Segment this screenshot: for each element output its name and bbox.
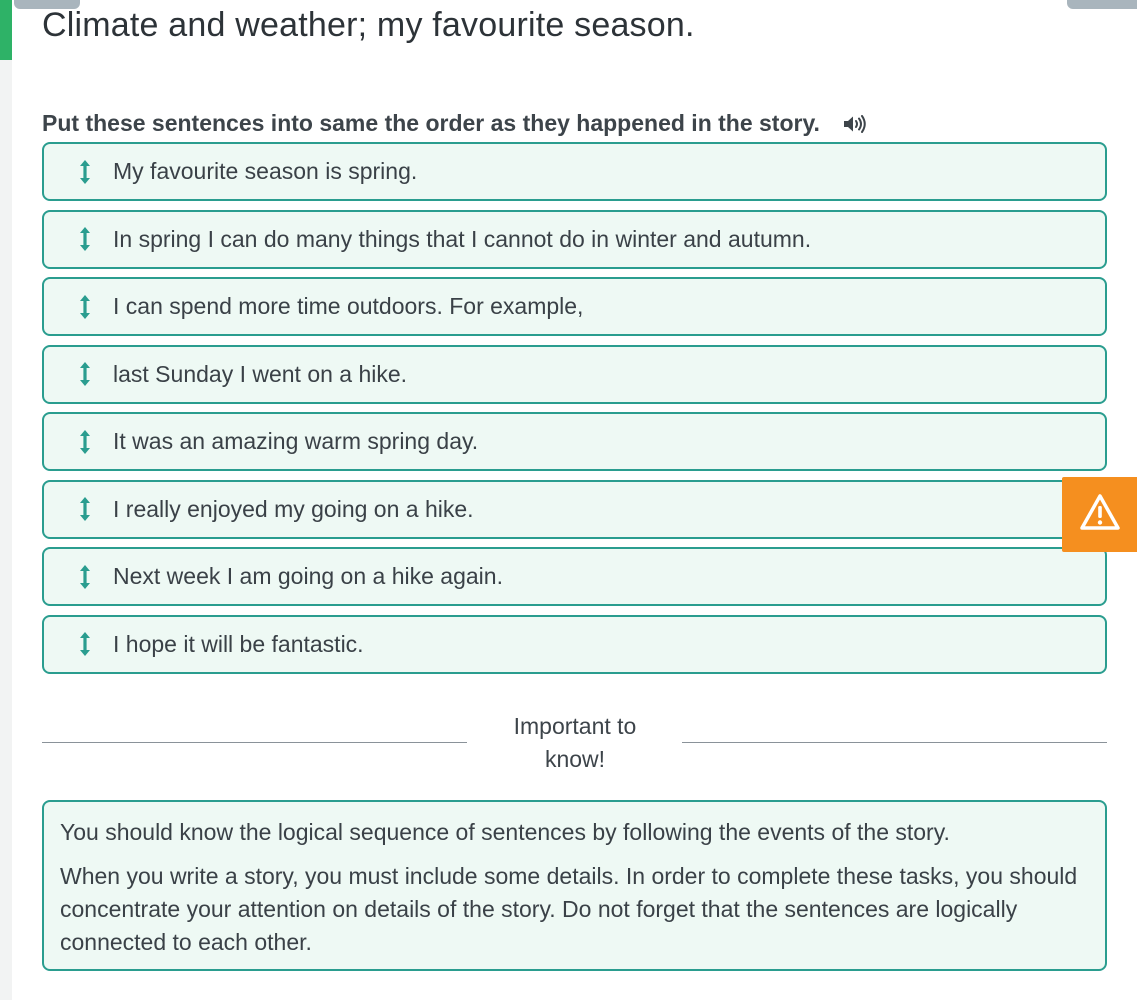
drag-vertical-arrows-icon[interactable] — [78, 361, 92, 387]
drag-vertical-arrows-icon[interactable] — [78, 226, 92, 252]
sortable-sentence-list — [42, 142, 1107, 682]
sentence-text: I really enjoyed my going on a hike. — [113, 495, 474, 522]
sentence-item[interactable] — [42, 142, 1107, 201]
sentence-text: last Sunday I went on a hike. — [113, 360, 408, 387]
warning-triangle-icon — [1079, 493, 1121, 536]
sentence-text: In spring I can do many things that I cannot do in winter and autumn. — [113, 225, 812, 252]
drag-vertical-arrows-icon[interactable] — [78, 429, 92, 455]
sentence-text: I hope it will be fantastic. — [113, 630, 364, 657]
sentence-item[interactable] — [42, 480, 1107, 539]
sentence-text: My favourite season is spring. — [113, 158, 418, 184]
drag-vertical-arrows-icon[interactable] — [78, 496, 92, 522]
sentence-item[interactable] — [42, 547, 1107, 606]
sentence-text: It was an amazing warm spring day. — [113, 428, 479, 454]
divider-line-right — [682, 742, 1107, 743]
drag-vertical-arrows-icon[interactable] — [78, 159, 92, 185]
report-problem-button[interactable] — [1062, 477, 1137, 552]
drag-vertical-arrows-icon[interactable] — [78, 564, 92, 590]
divider-line-left — [42, 742, 467, 743]
info-paragraph-2: When you write a story, you must include some details. In order to complete these tasks, you should concentrate your attention on details of the story. Do not forget that the sentences are logically connected to each other. — [60, 863, 1078, 955]
info-paragraph-1: You should know the logical sequence of sentences by following the events of the story. — [60, 819, 950, 845]
drag-vertical-arrows-icon[interactable] — [78, 631, 92, 657]
progress-indicator — [0, 0, 12, 60]
sentence-item[interactable] — [42, 615, 1107, 674]
left-sidebar-strip — [0, 0, 12, 1000]
speaker-icon[interactable] — [842, 113, 868, 135]
page-title: Climate and weather; my favourite season. — [42, 6, 695, 44]
sentence-item[interactable] — [42, 345, 1107, 404]
sentence-item[interactable] — [42, 210, 1107, 269]
top-tab-right[interactable] — [1067, 0, 1137, 9]
task-instruction — [42, 110, 868, 137]
important-info-box — [42, 800, 1107, 971]
instruction-text: Put these sentences into same the order as they happened in the story. — [42, 110, 820, 136]
drag-vertical-arrows-icon[interactable] — [78, 294, 92, 320]
sentence-text: Next week I am going on a hike again. — [113, 563, 503, 589]
sentence-item[interactable] — [42, 277, 1107, 336]
sentence-text: I can spend more time outdoors. For example, — [113, 293, 584, 319]
sentence-item[interactable] — [42, 412, 1107, 471]
important-to-know-heading: Important to know! — [513, 713, 637, 772]
